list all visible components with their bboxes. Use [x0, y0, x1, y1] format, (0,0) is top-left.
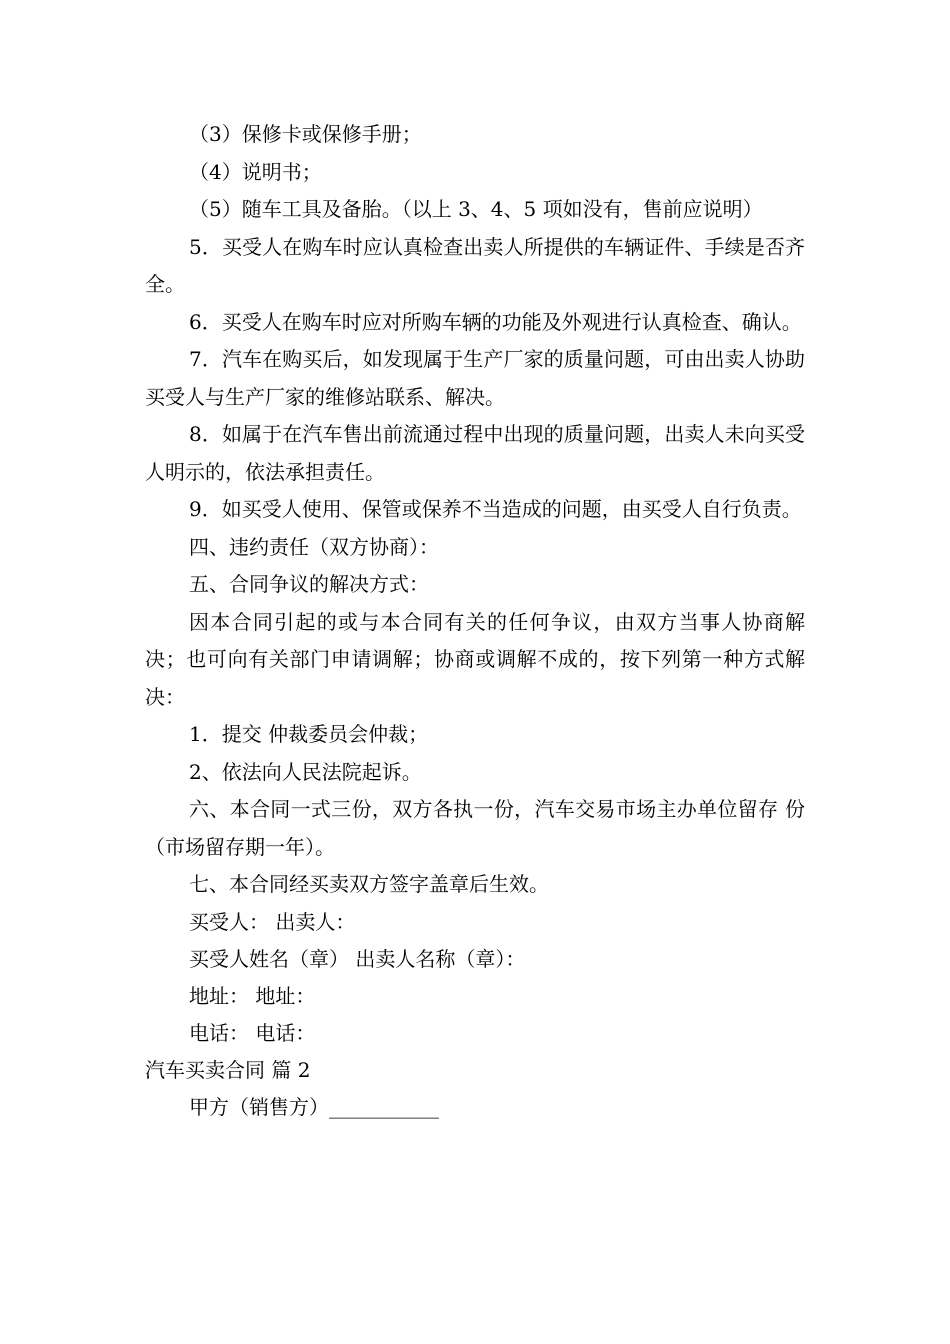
paragraph-clause-8: 8．如属于在汽车售出前流通过程中出现的质量问题，出卖人未向买受人明示的，依法承担责任。 — [145, 422, 805, 484]
paragraph-warranty-card: （3）保修卡或保修手册； — [189, 122, 422, 146]
party-a-seller: 甲方（销售方）___________ — [189, 1095, 439, 1119]
paragraph-manual: （4）说明书； — [189, 159, 322, 184]
document-body — [145, 116, 805, 1127]
section-heading-4: 四、违约责任（双方协商）： — [189, 534, 439, 559]
paragraph-clause-9: 9．如买受人使用、保管或保养不当造成的问题，由买受人自行负责。 — [189, 497, 802, 521]
paragraph-dispute-resolution: 因本合同引起的或与本合同有关的任何争议，由双方当事人协商解决；也可向有关部门申请调解；协商或调解不成的，按下列第一种方式解决： — [145, 609, 805, 709]
signature-address: 地址： 地址： — [189, 983, 316, 1008]
signature-names: 买受人姓名（章） 出卖人名称（章）： — [189, 946, 526, 971]
signature-parties: 买受人： 出卖人： — [189, 909, 356, 934]
paragraph-arbitration: 1．提交 仲裁委员会仲裁； — [189, 722, 429, 746]
paragraph-litigation: 2、依法向人民法院起诉。 — [189, 759, 422, 784]
paragraph-tools-spare-tire: （5）随车工具及备胎。（以上 3、4、5 项如没有，售前应说明） — [189, 197, 763, 221]
signature-phone: 电话： 电话： — [189, 1020, 316, 1045]
paragraph-clause-7: 7．汽车在购买后，如发现属于生产厂家的质量问题，可由出卖人协助买受人与生产厂家的维修站联系、解决。 — [145, 347, 805, 409]
section-heading-5: 五、合同争议的解决方式： — [189, 572, 429, 596]
paragraph-clause-5: 5．买受人在购车时应认真检查出卖人所提供的车辆证件、手续是否齐全。 — [145, 234, 805, 296]
section-heading-7: 七、本合同经买卖双方签字盖章后生效。 — [189, 872, 549, 896]
paragraph-clause-6: 6．买受人在购车时应对所购车辆的功能及外观进行认真检查、确认。 — [189, 309, 802, 334]
contract-title-part-2: 汽车买卖合同 篇 2 — [145, 1057, 311, 1082]
section-heading-6: 六、本合同一式三份，双方各执一份，汽车交易市场主办单位留存 份（市场留存期一年）。 — [145, 797, 805, 859]
